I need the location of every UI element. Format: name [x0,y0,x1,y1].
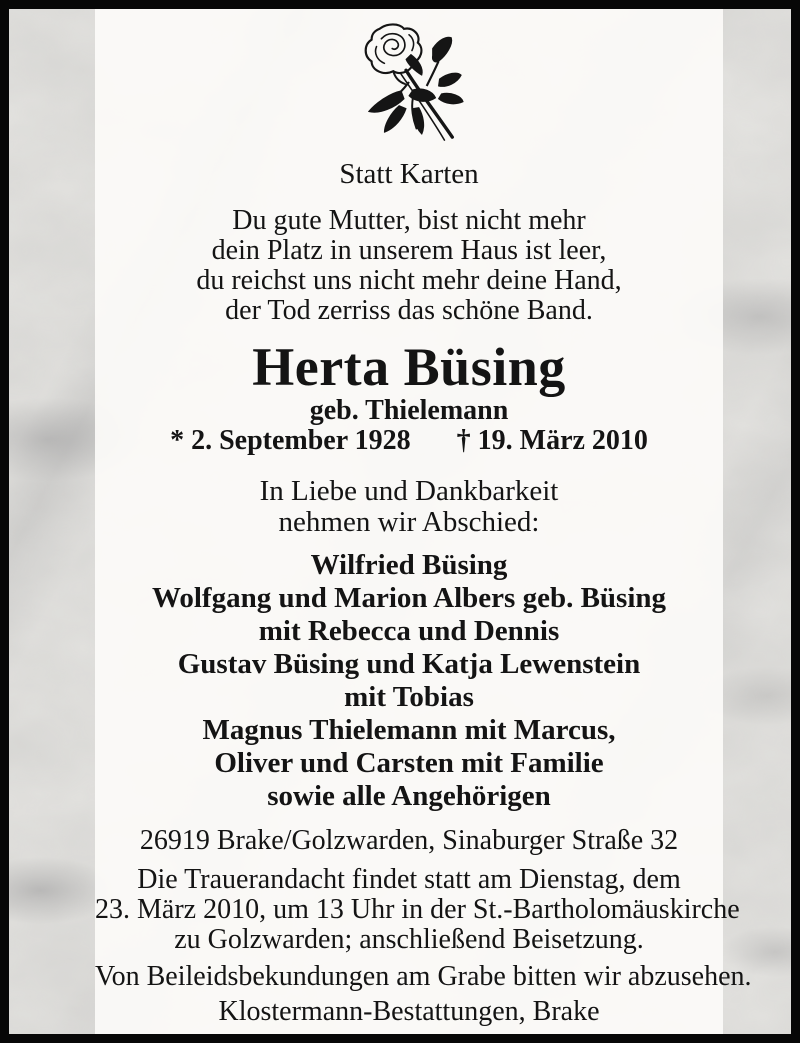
mourner-line: Oliver und Carsten mit Familie [214,747,604,779]
mourner-line: sowie alle Angehörigen [267,780,551,812]
birth-date: * 2. September 1928 [170,425,411,456]
service-line: zu Golzwarden; anschließend Beisetzung. [174,924,644,955]
service-line: Die Trauerandacht findet statt am Dienstag, dem [137,864,681,895]
farewell-line: nehmen wir Abschied: [278,506,540,538]
life-dates [95,426,723,456]
poem-line: der Tod zerriss das schöne Band. [225,295,593,326]
poem-line: Du gute Mutter, bist nicht mehr [232,205,586,236]
deceased-name: Herta Büsing [252,337,566,397]
funeral-home: Klostermann-Bestattungen, Brake [218,996,600,1027]
mourner-line: Magnus Thielemann mit Marcus, [202,714,616,746]
mourner-line: mit Rebecca und Dennis [258,615,560,647]
rose-icon [343,21,475,147]
header-note: Statt Karten [339,158,479,190]
mourner-line: Gustav Büsing und Katja Lewenstein [177,648,641,680]
notice-white-panel [95,9,752,1034]
maiden-name: geb. Thielemann [309,395,509,426]
mourner-line: mit Tobias [344,681,474,713]
memorial-poem [95,206,723,326]
death-date: † 19. März 2010 [456,425,648,456]
service-details [95,864,740,955]
farewell-text [95,476,723,538]
poem-line: dein Platz in unserem Haus ist leer, [211,235,607,266]
service-line: 23. März 2010, um 13 Uhr in der St.-Bartholomäuskirche [95,894,740,925]
mourners-list [95,549,723,813]
address-line: 26919 Brake/Golzwarden, Sinaburger Straße 32 [139,825,679,856]
mourner-line: Wilfried Büsing [310,549,508,581]
farewell-line: In Liebe und Dankbarkeit [259,475,559,507]
mourner-line: Wolfgang und Marion Albers geb. Büsing [151,582,667,614]
poem-line: du reichst uns nicht mehr deine Hand, [196,265,622,296]
condolence-note: Von Beileidsbekundungen am Grabe bitten wir abzusehen. [95,961,752,992]
